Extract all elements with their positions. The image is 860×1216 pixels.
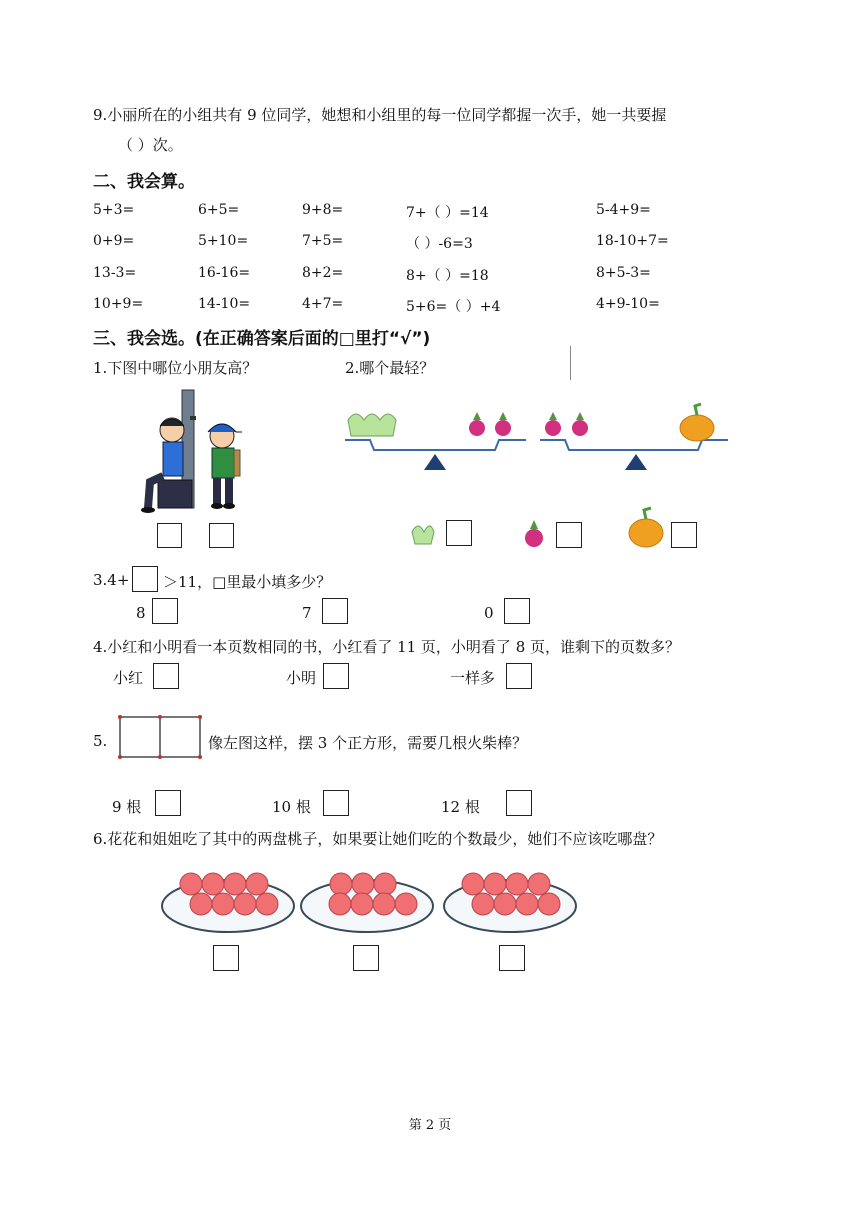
- calc-item: 8+（ ）=18: [406, 268, 489, 284]
- calc-item: 10+9=: [93, 296, 144, 312]
- calc-item: 14-10=: [198, 296, 251, 312]
- matchstick-squares-illustration: [118, 715, 204, 761]
- peach-plate-3: [444, 873, 576, 932]
- q1-text: 1.下图中哪位小朋友高？: [93, 359, 258, 377]
- peach-icon: [246, 873, 268, 895]
- divider-line: [570, 346, 571, 380]
- scale-right-icon: [540, 404, 728, 470]
- calc-item: 18-10+7=: [596, 233, 669, 249]
- peach-icon: [212, 893, 234, 915]
- q6-text: 6.花花和姐姐吃了其中的两盘桃子，如果要让她们吃的个数最少，她们不应该吃哪盘？: [93, 830, 663, 848]
- peach-icon: [516, 893, 538, 915]
- q4-checkbox-same[interactable]: [506, 663, 532, 689]
- q2-checkbox-pumpkin[interactable]: [671, 522, 697, 548]
- calc-item: 5-4+9=: [596, 202, 651, 218]
- calc-item: 7+（ ）=14: [406, 205, 489, 221]
- calc-item: 4+7=: [302, 296, 344, 312]
- q1-checkbox-standing-child[interactable]: [209, 523, 234, 548]
- q9-line2: （ ）次。: [118, 136, 183, 154]
- peach-icon: [234, 893, 256, 915]
- calc-item: 5+6=（ ）+4: [406, 299, 501, 315]
- peach-icon: [528, 873, 550, 895]
- peach-icon: [329, 893, 351, 915]
- q2-text: 2.哪个最轻？: [345, 359, 435, 377]
- calc-item: 5+10=: [198, 233, 249, 249]
- peach-icon: [506, 873, 528, 895]
- peach-plate-1: [162, 873, 294, 932]
- calc-item: 9+8=: [302, 202, 344, 218]
- page-number: 第 2 页: [408, 1118, 452, 1133]
- q4-checkbox-xiaohong[interactable]: [153, 663, 179, 689]
- q2-checkbox-radish[interactable]: [556, 522, 582, 548]
- q3-checkbox-7[interactable]: [322, 598, 348, 624]
- peach-icon: [256, 893, 278, 915]
- peach-icon: [352, 873, 374, 895]
- calc-item: 0+9=: [93, 233, 135, 249]
- calc-item: 4+9-10=: [596, 296, 660, 312]
- calc-item: （ ）-6=3: [406, 236, 473, 252]
- pumpkin-icon: [626, 506, 666, 550]
- scale-left-icon: [345, 412, 526, 470]
- peach-icon: [180, 873, 202, 895]
- cabbage-icon: [408, 520, 436, 546]
- q4-option-label: 小明: [286, 669, 317, 687]
- peach-icon: [190, 893, 212, 915]
- peach-icon: [484, 873, 506, 895]
- peach-icon: [330, 873, 352, 895]
- peach-icon: [472, 893, 494, 915]
- q3-option-label: 8: [136, 604, 146, 622]
- balance-scales-illustration: [340, 398, 735, 478]
- q5-option-label: 12 根: [441, 798, 480, 816]
- q6-checkbox-plate-3[interactable]: [499, 945, 525, 971]
- peach-icon: [462, 873, 484, 895]
- peach-icon: [202, 873, 224, 895]
- calc-item: 13-3=: [93, 265, 137, 281]
- q3-suffix: ＞11，□里最小填多少？: [163, 573, 332, 591]
- peach-plates-illustration: [160, 860, 585, 940]
- q4-option-label: 一样多: [450, 669, 496, 687]
- q4-option-label: 小红: [113, 669, 144, 687]
- q6-checkbox-plate-1[interactable]: [213, 945, 239, 971]
- peach-icon: [395, 893, 417, 915]
- calc-item: 5+3=: [93, 202, 135, 218]
- peach-icon: [538, 893, 560, 915]
- q5-text: 像左图这样，摆 3 个正方形，需要几根火柴棒？: [208, 734, 528, 752]
- calc-item: 8+2=: [302, 265, 344, 281]
- radish-icon: [520, 518, 548, 550]
- q3-checkbox-0[interactable]: [504, 598, 530, 624]
- peach-icon: [494, 893, 516, 915]
- calc-item: 7+5=: [302, 233, 344, 249]
- calc-item: 8+5-3=: [596, 265, 651, 281]
- q4-text: 4.小红和小明看一本页数相同的书，小红看了 11 页，小明看了 8 页，谁剩下的页数多？: [93, 638, 681, 656]
- peach-plate-2: [301, 873, 433, 932]
- calc-item: 16-16=: [198, 265, 251, 281]
- peach-icon: [224, 873, 246, 895]
- q5-option-label: 9 根: [112, 798, 142, 816]
- calc-item: 6+5=: [198, 202, 240, 218]
- q5-checkbox-9[interactable]: [155, 790, 181, 816]
- peach-icon: [374, 873, 396, 895]
- q3-option-label: 7: [302, 604, 312, 622]
- q5-option-label: 10 根: [272, 798, 311, 816]
- children-height-illustration: [138, 390, 250, 520]
- peach-icon: [351, 893, 373, 915]
- q5-checkbox-12[interactable]: [506, 790, 532, 816]
- q1-checkbox-sitting-child[interactable]: [157, 523, 182, 548]
- section-2-title: 二、我会算。: [93, 172, 195, 192]
- q3-checkbox-8[interactable]: [152, 598, 178, 624]
- peach-icon: [373, 893, 395, 915]
- section-3-title: 三、我会选。(在正确答案后面的□里打“√”): [93, 329, 431, 349]
- q3-inline-box: [132, 566, 158, 592]
- q4-checkbox-xiaoming[interactable]: [323, 663, 349, 689]
- q2-checkbox-cabbage[interactable]: [446, 520, 472, 546]
- q5-checkbox-10[interactable]: [323, 790, 349, 816]
- q3-option-label: 0: [484, 604, 494, 622]
- q9-line1: 9.小丽所在的小组共有 9 位同学，她想和小组里的每一位同学都握一次手，她一共要握: [93, 106, 667, 124]
- q5-number: 5.: [93, 732, 108, 750]
- q3-prefix: 3.4+: [93, 571, 130, 589]
- q6-checkbox-plate-2[interactable]: [353, 945, 379, 971]
